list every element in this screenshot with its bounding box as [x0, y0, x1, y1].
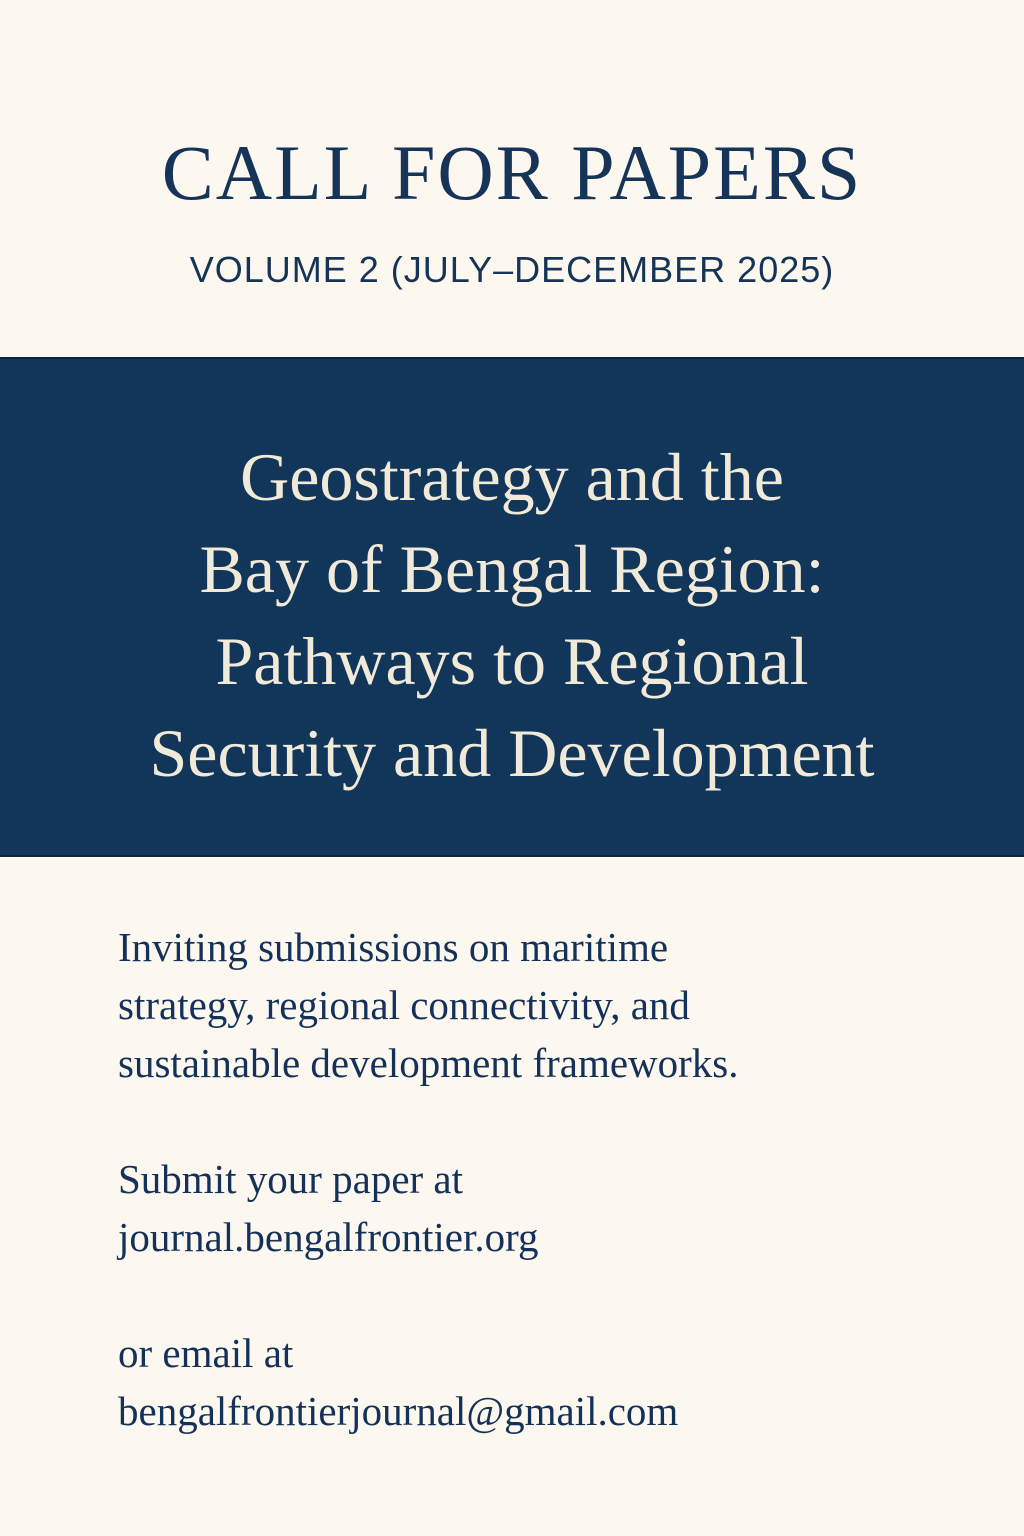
theme-title: [0, 431, 1024, 799]
intro-line: Inviting submissions on maritime: [118, 924, 669, 970]
theme-banner: [0, 357, 1024, 857]
submit-label: Submit your paper at: [118, 1156, 464, 1202]
email-paragraph: [118, 1324, 958, 1440]
volume-subtitle: VOLUME 2 (JULY–DECEMBER 2025): [189, 249, 835, 290]
page-title: CALL FOR PAPERS: [161, 129, 863, 216]
intro-line: strategy, regional connectivity, and: [118, 982, 690, 1028]
submit-paragraph: [118, 1150, 958, 1266]
email-label: or email at: [118, 1330, 294, 1376]
submission-website-link[interactable]: journal.bengalfrontier.org: [118, 1214, 539, 1260]
theme-title-line: Bay of Bengal Region:: [199, 531, 825, 607]
call-details: [118, 918, 958, 1440]
theme-title-line: Geostrategy and the: [240, 439, 784, 515]
intro-line: sustainable development frameworks.: [118, 1040, 739, 1086]
theme-title-line: Security and Development: [149, 715, 875, 791]
intro-paragraph: [118, 918, 958, 1092]
theme-title-line: Pathways to Regional: [215, 623, 809, 699]
submission-email-link[interactable]: bengalfrontierjournal@gmail.com: [118, 1388, 679, 1434]
